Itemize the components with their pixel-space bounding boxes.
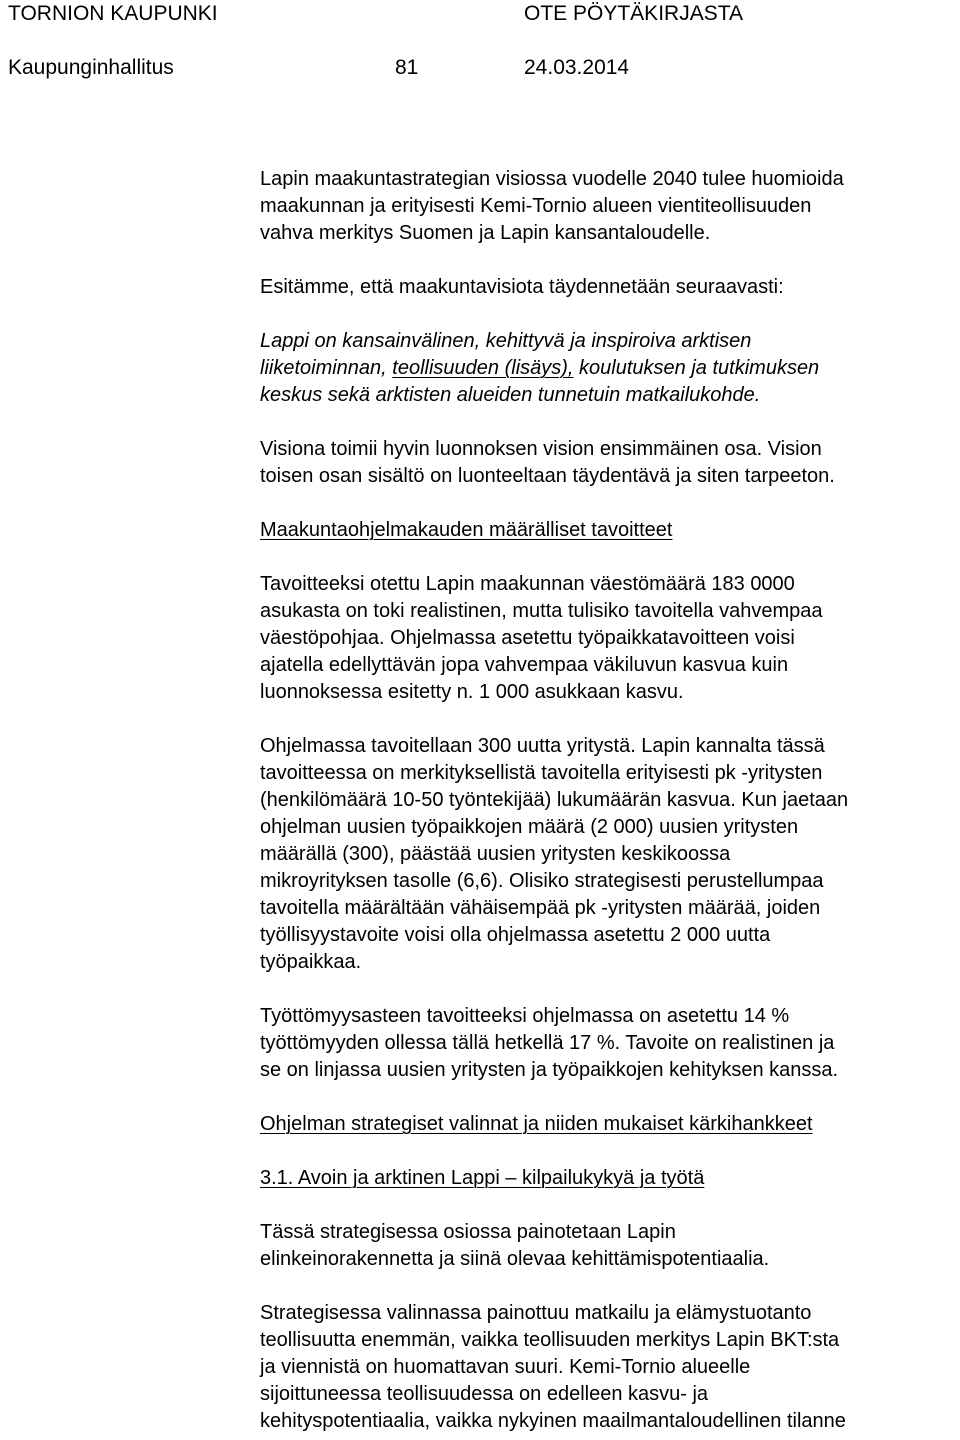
meeting-date: 24.03.2014 [524, 56, 630, 79]
paragraph-line: Työttömyysasteen tavoitteeksi ohjelmassa on asetettu 14 % [260, 1005, 790, 1027]
paragraph-line: Ohjelmassa tavoitellaan 300 uutta yritystä. Lapin kannalta tässä [260, 735, 825, 757]
section-number: 81 [395, 56, 419, 79]
paragraph-line: se on linjassa uusien yritysten ja työpaikkojen kehityksen kanssa. [260, 1059, 839, 1081]
section-heading: Maakuntaohjelmakauden määrälliset tavoitteet [260, 519, 673, 541]
paragraph-line: vahva merkitys Suomen ja Lapin kansantaloudelle. [260, 222, 711, 244]
paragraph-line: teollisuutta enemmän, vaikka teollisuuden merkitys Lapin BKT:sta [260, 1329, 840, 1351]
subsection-heading: 3.1. Avoin ja arktinen Lappi – kilpailukykyä ja työtä [260, 1167, 705, 1189]
paragraph-line: työttömyyden ollessa tällä hetkellä 17 %. Tavoite on realistinen ja [260, 1032, 835, 1054]
paragraph-line: kehityspotentiaalia, vaikka nykyinen maailmantaloudellinen tilanne [260, 1410, 846, 1432]
paragraph-line: maakunnan ja erityisesti Kemi-Tornio alueen vientiteollisuuden [260, 195, 812, 217]
vision-line: keskus sekä arktisten alueiden tunnetuin matkailukohde. [260, 384, 761, 406]
paragraph-line: väestöpohjaa. Ohjelmassa asetettu työpaikkatavoitteen voisi [260, 627, 795, 649]
paragraph-line: tavoitella määrältään vähäisempää pk -yritysten määrää, joiden [260, 897, 821, 919]
document-type: OTE PÖYTÄKIRJASTA [524, 2, 743, 25]
paragraph-line: Esitämme, että maakuntavisiota täydennetään seuraavasti: [260, 276, 784, 298]
paragraph-line: tavoitteessa on merkityksellistä tavoitella erityisesti pk -yritysten [260, 762, 823, 784]
vision-line [260, 356, 819, 380]
org-name: TORNION KAUPUNKI [8, 2, 218, 25]
vision-text: koulutuksen ja tutkimuksen [573, 357, 820, 379]
paragraph-line: Visiona toimii hyvin luonnoksen vision ensimmäinen osa. Vision [260, 438, 822, 460]
paragraph-line: luonnoksessa esitetty n. 1 000 asukkaan kasvu. [260, 681, 684, 703]
paragraph-line: sijoittuneessa teollisuudessa on edelleen kasvu- ja [260, 1383, 709, 1405]
paragraph-line: Lapin maakuntastrategian visiossa vuodelle 2040 tulee huomioida [260, 168, 844, 190]
paragraph-line: Tavoitteeksi otettu Lapin maakunnan väestömäärä 183 0000 [260, 573, 795, 595]
paragraph-line: työllisyystavoite voisi olla ohjelmassa asetettu 2 000 uutta [260, 924, 771, 946]
vision-text: liiketoiminnan, [260, 357, 393, 379]
paragraph-line: (henkilömäärä 10-50 työntekijää) lukumäärän kasvua. Kun jaetaan [260, 789, 849, 811]
committee-name: Kaupunginhallitus [8, 56, 174, 79]
section-heading: Ohjelman strategiset valinnat ja niiden mukaiset kärkihankkeet [260, 1113, 813, 1135]
vision-insertion: teollisuuden (lisäys), [392, 357, 574, 379]
paragraph-line: asukasta on toki realistinen, mutta tulisiko tavoitella vahvempaa [260, 600, 823, 622]
paragraph-line: elinkeinorakennetta ja siinä olevaa kehittämispotentiaalia. [260, 1248, 770, 1270]
paragraph-line: määrällä (300), päästää uusien yritysten keskikoossa [260, 843, 731, 865]
paragraph-line: toisen osan sisältö on luonteeltaan täydentävä ja siten tarpeeton. [260, 465, 835, 487]
paragraph-line: ajatella edellyttävän jopa vahvempaa väkiluvun kasvua kuin [260, 654, 789, 676]
paragraph-line: Tässä strategisessa osiossa painotetaan Lapin [260, 1221, 676, 1243]
paragraph-line: työpaikkaa. [260, 951, 362, 973]
paragraph-line: ja viennistä on huomattavan suuri. Kemi-Tornio alueelle [260, 1356, 751, 1378]
vision-line: Lappi on kansainvälinen, kehittyvä ja inspiroiva arktisen [260, 330, 752, 352]
paragraph-line: ohjelman uusien työpaikkojen määrä (2 000) uusien yritysten [260, 816, 799, 838]
paragraph-line: Strategisessa valinnassa painottuu matkailu ja elämystuotanto [260, 1302, 812, 1324]
paragraph-line: mikroyrityksen tasolle (6,6). Olisiko strategisesti perustellumpaa [260, 870, 824, 892]
